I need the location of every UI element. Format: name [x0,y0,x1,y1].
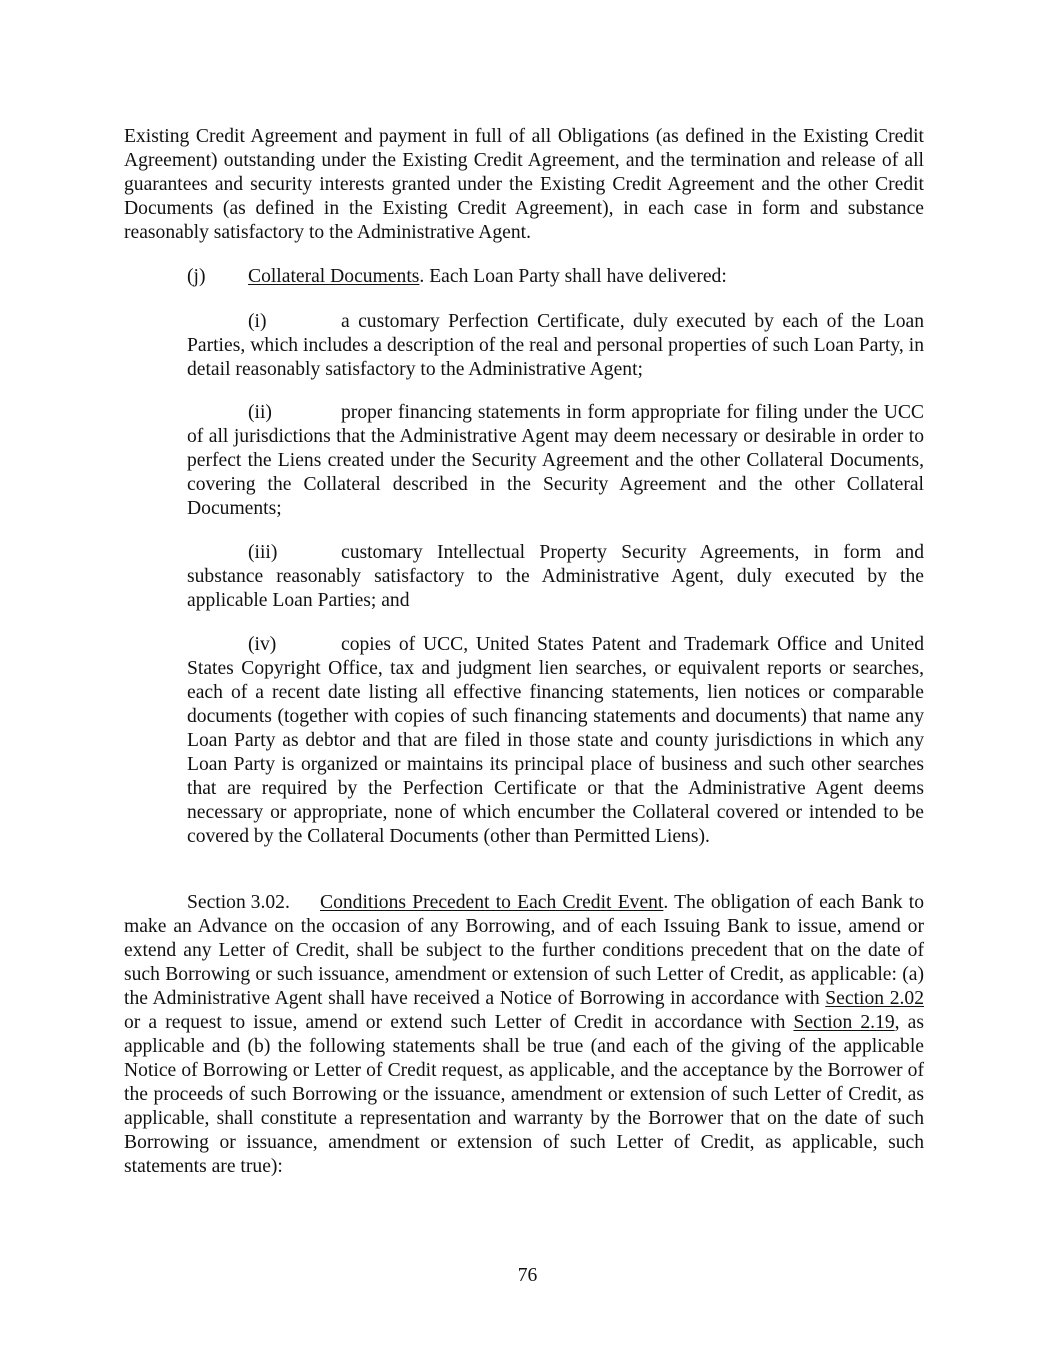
item-i-paragraph [187,310,924,382]
item-iii-label: (iii) [248,542,278,563]
section-3-02-text-1: . The obligation of each Bank to make an Advance on the occasion of any Borrowing, and of each Issuing Bank to issue, amend or extend any Letter of Credit, shall be subject to the further conditions precedent that on the date of such Borrowing or such issuance, amendment or extension of such Letter of Credit, as applicable: (a) the Administrative Agent shall have received a Notice of Borrowing in accordance with [124,892,924,1009]
item-ii-text: proper financing statements in form appropriate for filing under the UCC of all jurisdictions that the Administrative Agent may deem necessary or desirable in order to perfect the Liens created under the Security Agreement and the other Collateral Documents, covering the Collateral described in the Security Agreement and the other Collateral Documents; [187,402,924,519]
item-iii-text: customary Intellectual Property Security Agreements, in form and substance reasonably satisfactory to the Administrative Agent, duly executed by the applicable Loan Parties; and [187,542,924,611]
item-iv-paragraph [187,633,924,849]
item-ii-label: (ii) [248,402,272,423]
clause-j-paragraph [187,265,924,289]
clause-j-heading: Collateral Documents [248,266,420,287]
clause-j-label: (j) [187,266,206,287]
section-2-02-reference[interactable]: Section 2.02 [825,988,924,1009]
clause-j-text: . Each Loan Party shall have delivered: [419,266,727,287]
section-3-02-label: Section 3.02. [187,892,290,913]
item-i-text: a customary Perfection Certificate, duly executed by each of the Loan Parties, which includes a description of the real and personal properties of such Loan Party, in detail reasonably satisfactory to the Administrative Agent; [187,311,924,380]
section-3-02-text-3: , as applicable and (b) the following statements shall be true (and each of the giving of the applicable Notice of Borrowing or Letter of Credit request, as applicable, and the acceptance by the Borrower of the proceeds of such Borrowing or the issuance, amendment or extension of such Letter of Credit, as applicable, shall constitute a representation and warranty by the Borrower that on the date of such Borrowing or issuance, amendment or extension of such Letter of Credit, as applicable, such statements are true): [124,1012,924,1177]
item-i-label: (i) [248,311,267,332]
page-number: 76 [517,1265,538,1286]
section-3-02-text-2: or a request to issue, amend or extend such Letter of Credit in accordance with [124,1012,794,1033]
item-iv-text: copies of UCC, United States Patent and Trademark Office and United States Copyright Office, tax and judgment lien searches, or equivalent reports or searches, each of a recent date listing all effective financing statements, lien notices or comparable documents (together with copies of such financing statements and documents) that name any Loan Party as debtor and that are filed in those state and county jurisdictions in which any Loan Party is organized or maintains its principal place of business and such other searches that are required by the Perfection Certificate or that the Administrative Agent deems necessary or appropriate, none of which encumber the Collateral covered or intended to be covered by the Collateral Documents (other than Permitted Liens). [187,634,924,847]
section-2-19-reference[interactable]: Section 2.19 [793,1012,895,1033]
section-3-02-heading: Conditions Precedent to Each Credit Event [320,892,664,913]
item-ii-paragraph [187,401,924,521]
item-iii-paragraph [187,541,924,613]
section-3-02-paragraph [124,891,924,1179]
item-iv-label: (iv) [248,634,277,655]
intro-paragraph: Existing Credit Agreement and payment in full of all Obligations (as defined in the Existing Credit Agreement) outstanding under the Existing Credit Agreement, and the termination and release of all guarantees and security interests granted under the Existing Credit Agreement and the other Credit Documents (as defined in the Existing Credit Agreement), in each case in form and substance reasonably satisfactory to the Administrative Agent. [124,126,924,243]
